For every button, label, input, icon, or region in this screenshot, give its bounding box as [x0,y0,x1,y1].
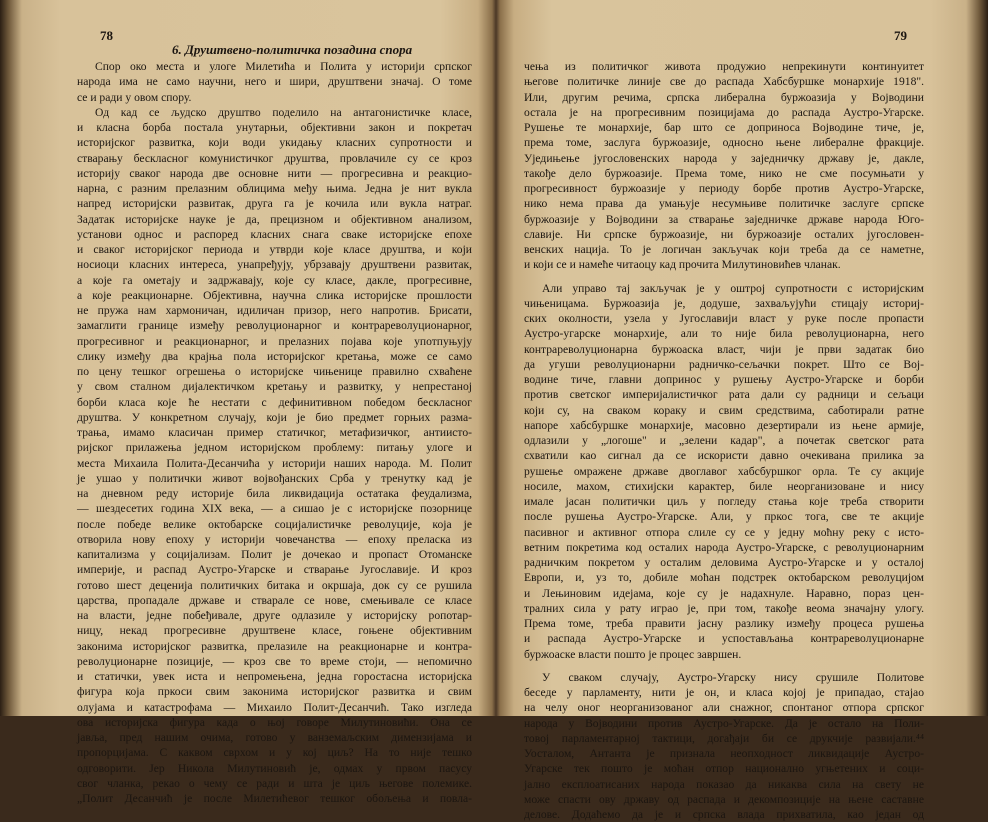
text-line: напред историјски развитак, друга га је кочила или вукла натраг. [77,197,472,211]
text-line: Задатак историјске науке је да, прецизном и објективном анализом, [77,212,472,226]
text-line: према томе, заслуга буржоазије, односно њене либералне фракције. [524,136,924,150]
text-line: товој парламентарној тактици, догађаји би се друкчије развијали.⁴⁴ [524,731,924,745]
text-line: — шездесетих година XIX века, — а сишао је с историјске позорнице [77,502,472,516]
text-line: прогресивног и реакционарног, и прелазних појава које употпуњују [77,334,472,348]
text-line: места Михаила Полита-Десанчића у историји наших народа. М. Полит [77,456,472,470]
right-page [514,0,970,821]
text-line: ријског прилажења једном историјском проблему: питању улоге и [77,441,472,455]
text-line: Или, другим речима, српска либерална буржоазија у Војводини [524,90,924,104]
text-line: буржоазије у Војводини за стварање заједничке државе народа Юго- [524,212,924,226]
text-line: свог чланка, рекао о чему се ради и шта је циљ његове полемике. [77,776,472,790]
text-line: Спор око места и улоге Милетића и Полита у историји српског [95,60,472,73]
text-line: венских нација. То је логичан закључак који треба да се наметне, [524,243,924,256]
text-line: пасивног и активног отпора слиле су се у једну моћну реку с исто- [524,525,924,539]
text-line: на челу оног неорганизованог али снажног, спонтаног отпора српског [524,701,924,715]
text-line: његове политичке линије све до распада Хабсбуршке монархије 1918". [524,75,924,89]
text-line: може спасти ову државу од распада и декомпозиције на њене саставне [524,792,924,806]
paragraph-gap [524,662,924,670]
text-line: слику између два крајња пола историјског кретања, може се само [77,349,472,363]
text-line: историју сваког народа две основне нити — прогресивна и реакцио- [77,166,472,180]
text-line: остала је на прогресивним позицијама до распада Аустро-Угарске. [524,105,924,119]
text-line: јавља, пред нашим очима, готово у ванземаљским димензијама и [77,731,472,744]
text-line: не пружа нам хармоничан, идиличан призор, него напротив. Брисати, [77,304,472,317]
text-line: на дневном реду историје била ликвидација остатака феудализма, [77,487,472,500]
page-number: 78 [100,28,113,43]
text-line: законима историјског развитка, прелазиле на реакционарне и контра- [77,639,472,653]
text-line: Уосталом, Антанта је признала неопходност ликвидације Аустро- [524,747,924,760]
text-line: отворила нову епоху у историји човечанства — епоху преласка из [77,532,472,546]
text-line: по цену тешког огрешења о историјске чињенице правилно схваћене [77,365,472,378]
page-number: 79 [894,28,907,43]
text-line: У сваком случају, Аустро-Угарску нису срушиле Политове [542,670,924,684]
text-line: замаглити границе између револуционарног и контрареволуционарног, [77,319,472,333]
text-line: Аустро-угарске монархије, али то није била револуционарна, него [524,327,924,341]
text-line: се и ради у овом спору. [77,90,192,104]
text-line: империје, и распад Аустро-Угарске и стварање Југославије. И кроз [77,563,472,577]
text-line: делове. Додаћемо да је и српска влада прихватила, као један од [524,808,924,821]
text-line: Рушење те монархије, бар што се доприноса Војводине тиче, је, [524,121,924,134]
text-line: и Лењиновим идејама, које су је надахнуле. Наравно, пораз цен- [524,586,924,600]
text-line: који су, на сваком кораку и свим средствима, саботирали ратне [524,403,924,417]
text-line: и сваког историјског периода и утврди које класе друштва, и који [77,243,472,256]
text-line: и који се и намеће читаоцу кад прочита Милутиновићев чланак. [524,258,841,272]
text-line: славије. Ни српске буржоазије, ни буржоазије осталих југословен- [524,227,924,241]
text-line: контрареволуционарна буржоаска власт, чији је први задатак био [524,342,924,356]
text-line: и класна борба постала унутарњи, објективни закон и покретач [77,121,472,134]
text-line: чињеницама. Буржоазија је, додуше, захваљујући стицају историј- [524,296,924,310]
left-body-text [77,59,472,806]
text-line: после рушења Аустро-Угарске. Али, у пркос тога, све те акције [524,510,924,524]
text-line: „Полит Десанчић је после Милетићевог тешког обољења и повла- [77,792,472,805]
text-line: нико нема права да умањује несумњиве политичке заслуге српске [524,197,924,211]
text-line: одговорити. Јер Никола Милутиновић је, одмах у првом пасусу [77,761,472,775]
section-heading: 6. Друштвено-политичка позадина спора [172,42,413,57]
text-line: је ушао у политички живот војвођанских Срба у тренутку кад је [77,471,472,485]
text-line: и распада Аустро-Угарске и успостављања контрареволуционарне [524,632,924,646]
text-line: рушење омражене државе двоглавог хабсбуршког орла. Те су акције [524,464,924,478]
text-line: буржоаске власти пошто је процес завршен. [524,647,742,661]
text-line: после победе велике октобарске социјалистичке револуције, која је [77,517,472,531]
text-line: а које реакционарне. Објективна, научна слика историјске прошлости [77,288,472,302]
text-line: историјског развитка, који води укидању класних супротности и [77,136,472,150]
text-line: да угуши револуционарни радничко-сељачки покрет. Што се Вој- [524,357,924,371]
text-line: прогресивност буржоазије у периоду борбе против Аустро-Угарске, [524,182,924,195]
text-line: против светског империјалистичког рата дали су радници и сељаци [524,388,924,402]
text-line: у свом сталном дијалектичком кретању и развитку, у непрестаној [77,380,472,394]
text-line: одлазили у „логоше" и „зелени кадар", а почетак светског рата [524,434,924,447]
text-line: ветним покретима код осталих народа Аустро-Угарске, с револуционарним [524,540,924,554]
text-line: олујама и катастрофама — Михаило Полит-Десанчић. Тако изгледа [77,700,472,714]
text-line: беседе у парламенту, нити је он, и класа којој је припадао, стајао [524,686,924,699]
text-line: јално експлоатисаних народа показао да никаква сила на свету не [524,777,924,791]
text-line: фигура која пркоси свим законима историјског развитка и свим [77,685,472,699]
text-line: тралних сила у рату играо је, при том, такође веома значајну улогу. [524,601,924,615]
text-line: ницу, некад прогресивне друштвене класе, гоњене објективним [77,624,472,638]
paragraph-gap [524,273,924,281]
text-line: готово шест деценија политичких битака и окршаја, док су се рушила [77,578,472,592]
left-page [22,0,486,805]
text-line: и статички, увек иста и непромењена, једна горостасна историјска [77,670,472,683]
text-line: Од кад се људско друштво поделило на антагонистичке класе, [95,105,472,119]
text-line: имале јасан политички циљ у погледу стања које треба створити [524,495,924,508]
text-line: напоре хабсбуршке монархије, масовно дезертирали из њене армије, [524,418,924,432]
text-line: капитализма у социјализам. Полит је дочекао и пропаст Отоманске [77,548,472,561]
text-line: народа у Војводини против Аустро-Угарске. Да је остало на Поли- [524,716,924,730]
text-line: на власти, једне побеђивале, друге одлазиле у историјску ропотар- [77,609,472,622]
text-line: схватили као сигнал да се искористи давно очекивана прилика за [524,449,924,463]
text-line: друштва. У конкретном случају, који је био предмет горњих разма- [77,410,472,424]
text-line: пропорцијама. С каквом сврхом и у кој циљ? На то није тешко [77,746,472,760]
text-line: стварању бескласног комунистичког друштва, провлачиле су се кроз [77,151,472,165]
text-line: револуционарне позиције, — кроз све то време стоји, — непомично [77,654,472,668]
text-line: народа има не само научни, него и шири, друштвени значај. О томе [77,75,472,89]
text-line: установи однос и распоред класних снага сваке историјске епохе [77,227,472,241]
text-line: чења из политичког живота продужио непрекинути континуитет [524,60,924,73]
text-line: а које га ометају и задржавају, које су класе, дакле, прогресивне, [77,273,472,287]
text-line: борби класа које ће нестати с дефинитивном победом бескласног [77,395,472,409]
text-line: Европи, и, уз то, добиле моћан подстрек октобарском револуцијом [524,571,924,585]
text-line: носиоци класних интереса, унапређују, убрзавају друштвени развитак, [77,258,472,272]
text-line: такође дело буржоазије. Према томе, нико не сме посумњати у [524,166,924,180]
text-line: ова историјска фигура када о њој говоре Милутиновићи. Она се [77,715,472,729]
text-line: Угарске тек пошто је моћан отпор национално угњетених и соци- [524,762,924,776]
text-line: носиле, махом, стихијски карактер, биле неорганизоване и нису [524,479,924,493]
text-line: Према томе, треба правити јасну разлику између процеса рушења [524,617,924,630]
text-line: нарна, с разним прелазним облицима међу њима. Једна је нит вукла [77,182,472,195]
right-body-text [524,59,924,822]
text-line: трања, имамо класичан пример статичког, метафизичког, антиисто- [77,426,472,439]
text-line: Али управо тај закључак је у оштрој супротности с историјским [542,281,924,295]
text-line: ских околности, узела у Југославији власт у руке после пропасти [524,312,924,325]
text-line: Уједињење југословенских народа у заједничку државу је, дакле, [524,151,924,165]
text-line: радничким покретом у осталим деловима Аустро-Угарске и у осталој [524,556,924,569]
text-line: царства, пропадале државе и стварале се нове, смењивале се класе [77,593,472,607]
text-line: водине тиче, главни допринос у рушењу Аустро-Угарске и борби [524,373,924,386]
